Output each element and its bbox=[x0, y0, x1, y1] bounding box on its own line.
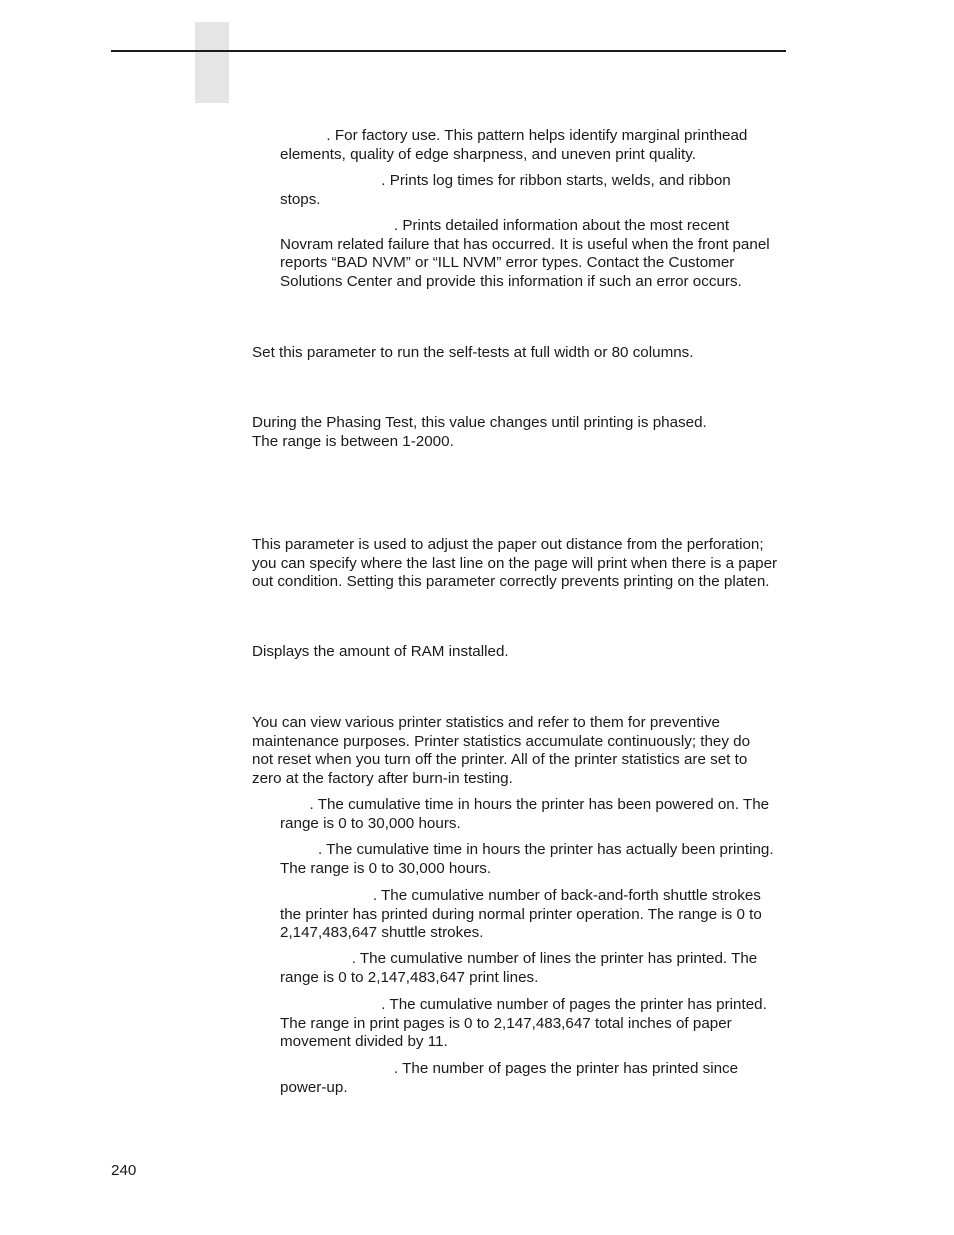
item-novram-failure: . Prints detailed information about the most recent Novram related failure that has occurred. It is useful when the front panel reports “BAD NVM” or “ILL NVM” error types. Contact the Customer Solutions Center and provide this information if such an error occurs. bbox=[280, 217, 770, 290]
item-ribbon-log: . Prints log times for ribbon starts, welds, and ribbon stops. bbox=[280, 172, 731, 208]
section-statistics: You can view various printer statistics and refer to them for preventive maintenance purposes. Printer statistics accumulate continuously; they do not reset when you turn off the printer. All of the printer statistics are set to zero at the factory after burn-in testing. bbox=[252, 714, 751, 787]
section-ram: Displays the amount of RAM installed. bbox=[252, 643, 509, 660]
stat-shuttle-strokes: . The cumulative number of back-and-forth shuttle strokes the printer has printed during normal printer operation. The range is 0 to 2,147,483,647 shuttle strokes. bbox=[280, 887, 762, 941]
item-test-pattern: . For factory use. This pattern helps identify marginal printhead elements, quality of edge sharpness, and uneven print quality. bbox=[280, 127, 748, 163]
stat-print-hours: . The cumulative time in hours the printer has actually been printing. The range is 0 to 30,000 hours. bbox=[280, 841, 774, 877]
stat-power-on-hours: . The cumulative time in hours the printer has been powered on. The range is 0 to 30,000 hours. bbox=[280, 796, 770, 832]
stat-total-pages: . The cumulative number of pages the printer has printed. The range in print pages is 0 to 2,147,483,647 total inches of paper movement divided by 11. bbox=[280, 996, 767, 1050]
section-print-width: Set this parameter to run the self-tests at full width or 80 columns. bbox=[252, 344, 694, 361]
stat-pages-since-powerup: . The number of pages the printer has printed since power-up. bbox=[280, 1060, 739, 1096]
section-paper-out: This parameter is used to adjust the paper out distance from the perforation; you can specify where the last line on the page will print when there is a paper out condition. Setting this parameter correctly prevents printing on the platen. bbox=[252, 536, 778, 590]
chapter-tab bbox=[195, 22, 229, 103]
section-phasing: During the Phasing Test, this value changes until printing is phased. The range is between 1-2000. bbox=[252, 414, 707, 450]
page-number: 240 bbox=[111, 1162, 137, 1179]
stat-print-lines: . The cumulative number of lines the printer has printed. The range is 0 to 2,147,483,647 print lines. bbox=[280, 950, 758, 986]
header-rule bbox=[111, 50, 786, 52]
